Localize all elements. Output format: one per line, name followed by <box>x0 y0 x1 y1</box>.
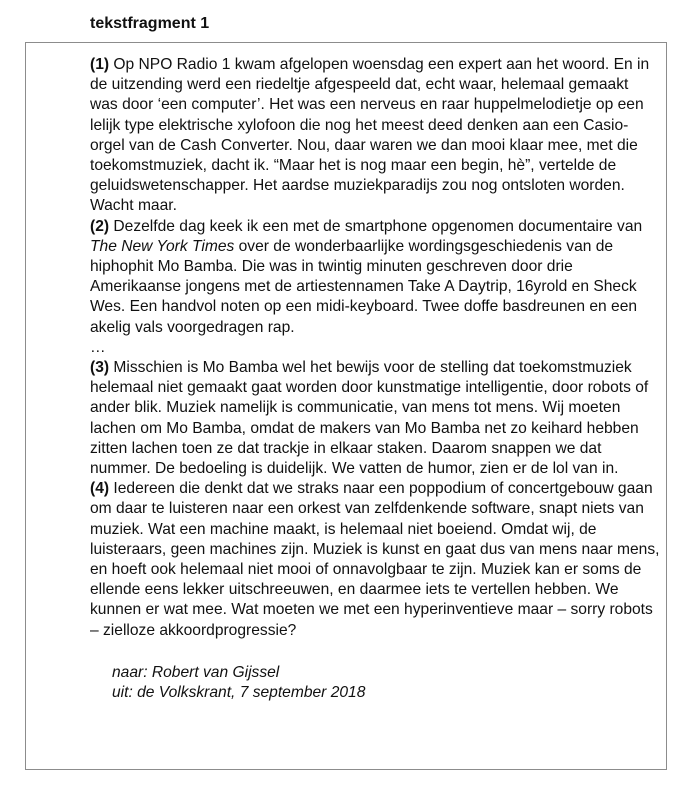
paragraph-text: Op NPO Radio 1 kwam afgelopen woensdag een expert aan het woord. En in de uitzending werd een riedeltje afgespeeld dat, echt waar, helemaal gemaakt was door ‘een computer’. Het was een nerveus en raar huppelmelodietje op een lelijk type elektrische xylofoon die nog het meest deed denken aan een Casio-orgel van de Cash Converter. Nou, daar waren we dan mooi klaar mee, met die toekomstmuziek, dacht ik. “Maar het is nog maar een begin, hè”, vertelde de geluidswetenschapper. Het aardse muziekparadijs zou nog ontsloten worden. Wacht maar. <box>90 56 650 215</box>
paragraph-number: (3) <box>90 359 110 377</box>
paragraph-number: (1) <box>90 56 110 73</box>
fragment-heading: tekstfragment 1 <box>90 15 210 32</box>
paragraph-text: Iedereen die denkt dat we straks naar een poppodium of concertgebouw gaan om daar te luisteren naar een orkest van zelfdenkende software, snapt niets van muziek. Wat een machine maakt, is helemaal niet boeiend. Omdat wij, de luisteraars, geen machines zijn. Muziek is kunst en gaat dus van mens naar mens, en hoeft ook helemaal niet mooi of onnavolgbaar te zijn. Muziek kan er soms de ellende eens lekker uitschreeuwen, en daarmee iets te vertellen hebben. We kunnen er wat mee. Wat moeten we met een hyperinventieve maar – sorry robots – zielloze akkoordprogressie? <box>90 480 660 639</box>
paragraph-text: over de wonderbaarlijke wordingsgeschiedenis van de hiphophit Mo Bamba. Die was in twintig minuten geschreven door drie Amerikaanse jongens met de artiestennamen Take A Daytrip, 16yrold en Sheck Wes. Een handvol noten op een midi-keyboard. Twee doffe basdreunen en een akelig vals voorgedragen rap. <box>90 237 638 336</box>
paragraph-4 <box>90 479 660 641</box>
author-line: naar: Robert van Gijssel <box>112 663 280 681</box>
paragraph-2 <box>90 217 660 338</box>
text-fragment-box <box>25 42 667 770</box>
paragraph-text: Dezelfde dag keek ik een met de smartphone opgenomen documentaire van <box>113 217 643 235</box>
source-attribution <box>112 663 660 703</box>
omission-marker: … <box>90 338 106 356</box>
paragraph-number: (4) <box>90 480 110 498</box>
paragraph-1 <box>90 55 660 217</box>
publication-line: uit: de Volkskrant, 7 september 2018 <box>112 684 366 702</box>
newspaper-title: The New York Times <box>90 237 235 255</box>
paragraph-text: Misschien is Mo Bamba wel het bewijs voor de stelling dat toekomstmuziek helemaal niet gemaakt gaat worden door kunstmatige intelligentie, door robots of ander blik. Muziek namelijk is communicatie, van mens tot mens. Wij moeten lachen om Mo Bamba, omdat de makers van Mo Bamba net zo keihard hebben zitten lachen toen ze dat trackje in elkaar staken. Daarom snappen we dat nummer. De bedoeling is duidelijk. We vatten de humor, zien er de lol van in. <box>90 359 649 478</box>
paragraph-number: (2) <box>90 217 110 235</box>
fragment-content <box>90 55 660 703</box>
paragraph-3 <box>90 358 660 479</box>
